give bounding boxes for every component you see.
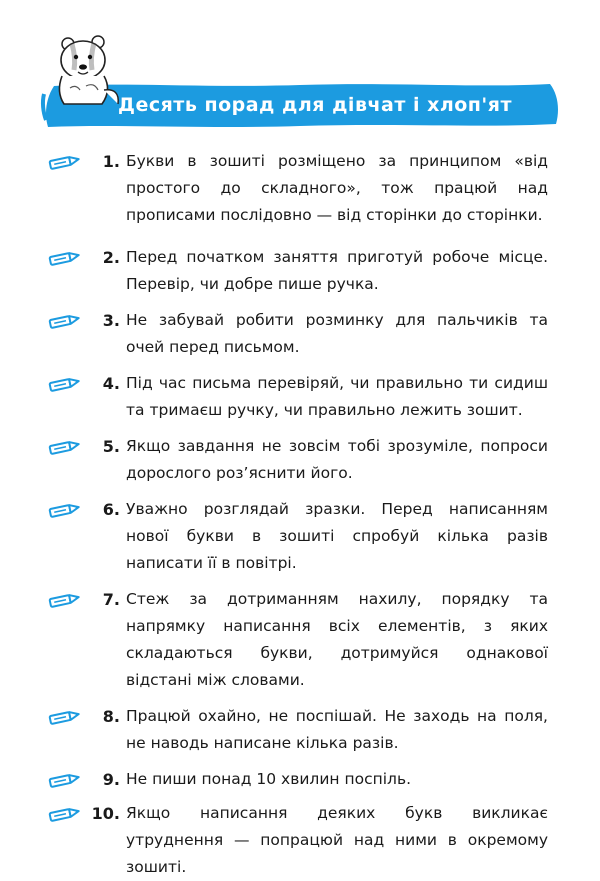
tip-text: Якщо написання деяких букв викликає утруднення — попрацюй над ними в окремому зошиті. bbox=[126, 804, 548, 876]
tip-text: Якщо завдання не зовсім тобі зрозуміле, попроси дорослого роз’яснити його. bbox=[126, 437, 548, 482]
tip-item bbox=[48, 244, 548, 298]
tip-text: Букви в зошиті розміщено за принципом «від простого до складного», тож працюй над прописами послідовно — від сторінки до сторінки. bbox=[126, 152, 548, 224]
badger-mascot-icon bbox=[50, 30, 125, 112]
pencil-icon bbox=[48, 707, 82, 727]
tip-number: 8. bbox=[102, 707, 120, 726]
tips-list bbox=[48, 148, 548, 881]
tip-number: 7. bbox=[102, 590, 120, 609]
tip-item bbox=[48, 703, 548, 757]
tip-number: 4. bbox=[102, 374, 120, 393]
tip-text: Не забувай робити розминку для пальчиків та очей перед письмом. bbox=[126, 311, 548, 356]
tip-item bbox=[48, 433, 548, 487]
tip-item bbox=[48, 496, 548, 577]
tip-number: 1. bbox=[102, 152, 120, 171]
tip-item bbox=[48, 307, 548, 361]
tip-number: 5. bbox=[102, 437, 120, 456]
pencil-icon bbox=[48, 374, 82, 394]
pencil-icon bbox=[48, 248, 82, 268]
tip-text: Під час письма перевіряй, чи правильно ти сидиш та тримаєш ручку, чи правильно лежить зошит. bbox=[126, 374, 548, 419]
pencil-icon bbox=[48, 804, 82, 824]
tip-item bbox=[48, 766, 548, 793]
tip-number: 9. bbox=[102, 770, 120, 789]
tip-number: 2. bbox=[102, 248, 120, 267]
tip-item bbox=[48, 800, 548, 881]
tip-item bbox=[48, 148, 548, 229]
tip-text: Перед початком заняття приготуй робоче місце. Перевір, чи добре пише ручка. bbox=[126, 248, 548, 293]
pencil-icon bbox=[48, 152, 82, 172]
tip-number: 3. bbox=[102, 311, 120, 330]
pencil-icon bbox=[48, 500, 82, 520]
pencil-icon bbox=[48, 311, 82, 331]
tip-text: Стеж за дотриманням нахилу, порядку та напрямку написання всіх елементів, з яких складаються букви, дотримуйся однакової відстані між словами. bbox=[126, 590, 548, 689]
page-title: Десять порад для дівчат і хлоп'ят bbox=[118, 94, 512, 116]
tip-text: Уважно розглядай зразки. Перед написанням нової букви в зошиті спробуй кілька разів написати її в повітрі. bbox=[126, 500, 548, 572]
tip-item bbox=[48, 370, 548, 424]
pencil-icon bbox=[48, 770, 82, 790]
tip-item bbox=[48, 586, 548, 694]
tip-text: Працюй охайно, не поспішай. Не заходь на поля, не наводь написане кілька разів. bbox=[126, 707, 548, 752]
pencil-icon bbox=[48, 437, 82, 457]
tip-number: 6. bbox=[102, 500, 120, 519]
pencil-icon bbox=[48, 590, 82, 610]
tip-text: Не пиши понад 10 хвилин поспіль. bbox=[126, 770, 412, 788]
tip-number: 10. bbox=[91, 804, 120, 823]
